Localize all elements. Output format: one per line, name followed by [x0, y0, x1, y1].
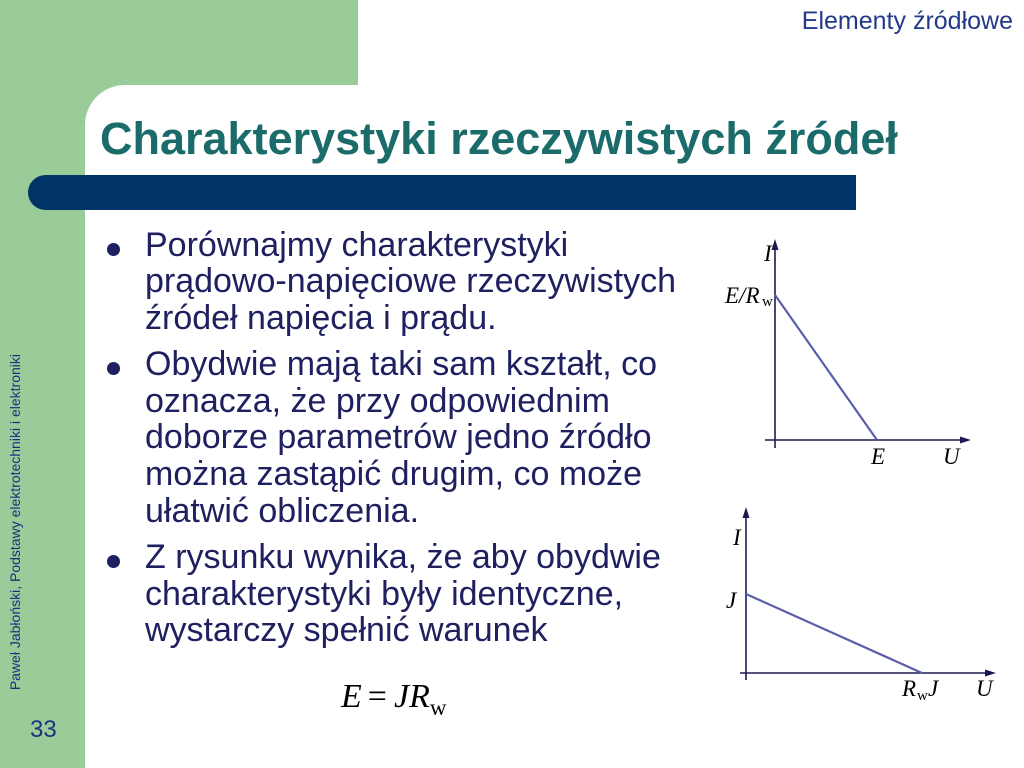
y-axis-arrowhead — [743, 507, 750, 518]
characteristic-line — [746, 594, 922, 673]
formula-equals: = — [367, 678, 387, 715]
x-axis-label: U — [976, 676, 993, 701]
y-axis-label: I — [764, 241, 772, 266]
bullet-line: źródeł napięcia i prądu. — [145, 299, 497, 337]
formula-lhs: E — [341, 678, 362, 715]
formula-var-r: R — [409, 678, 430, 715]
bullet-list — [145, 227, 676, 649]
bullet-line: Obydwie mają taki sam kształt, co — [145, 345, 658, 383]
diagram-bottom — [700, 495, 1010, 710]
bullet-dot-icon — [107, 555, 120, 568]
title-underline-bar — [28, 175, 856, 210]
x-axis-label: U — [943, 444, 960, 469]
bullet-dot-icon — [107, 243, 120, 256]
y-intercept-label: E/R — [725, 283, 760, 308]
y-intercept-label: J — [726, 588, 737, 613]
bullet-line: doborze parametrów jedno źródło — [145, 418, 652, 457]
diagram-top — [700, 230, 990, 475]
x-intercept-label-main: R — [902, 676, 917, 701]
bullet-line: charakterystyki były identyczne, — [145, 574, 624, 613]
bullet-dot-icon — [107, 362, 120, 375]
author-course-footer: Paweł Jabłoński, Podstawy elektrotechniki i elektroniki — [7, 353, 23, 690]
slide-title: Charakterystyki rzeczywistych źródeł — [100, 113, 898, 164]
formula-var-j: J — [393, 678, 410, 715]
bullet-line: Porównajmy charakterystyki — [145, 225, 569, 264]
bullet-line: wystarczy spełnić warunek — [145, 611, 548, 650]
x-intercept-label-suffix: J — [928, 676, 939, 701]
x-intercept-label: E — [871, 444, 886, 469]
y-intercept-subscript: w — [762, 294, 773, 310]
x-intercept-subscript: w — [917, 688, 928, 704]
bullet-line: prądowo-napięciowe rzeczywistych — [145, 262, 677, 301]
bullet-line: oznacza, że przy odpowiednim — [145, 381, 610, 420]
characteristic-line — [775, 295, 877, 440]
x-axis-arrowhead — [960, 437, 971, 444]
bullet-item-1 — [145, 227, 676, 337]
bullet-line: ułatwić obliczenia. — [145, 491, 420, 530]
y-axis-arrowhead — [772, 239, 779, 250]
formula — [341, 677, 447, 720]
y-axis-label: I — [733, 525, 741, 550]
page-number: 33 — [30, 716, 57, 743]
bullet-line: można zastąpić drugim, co może — [145, 455, 642, 494]
formula-subscript: w — [429, 695, 447, 720]
bullet-line: Z rysunku wynika, że aby obydwie — [145, 537, 661, 576]
section-title: Elementy źródłowe — [801, 7, 1013, 35]
bullet-item-3 — [145, 539, 676, 649]
bullet-item-2 — [145, 346, 676, 530]
